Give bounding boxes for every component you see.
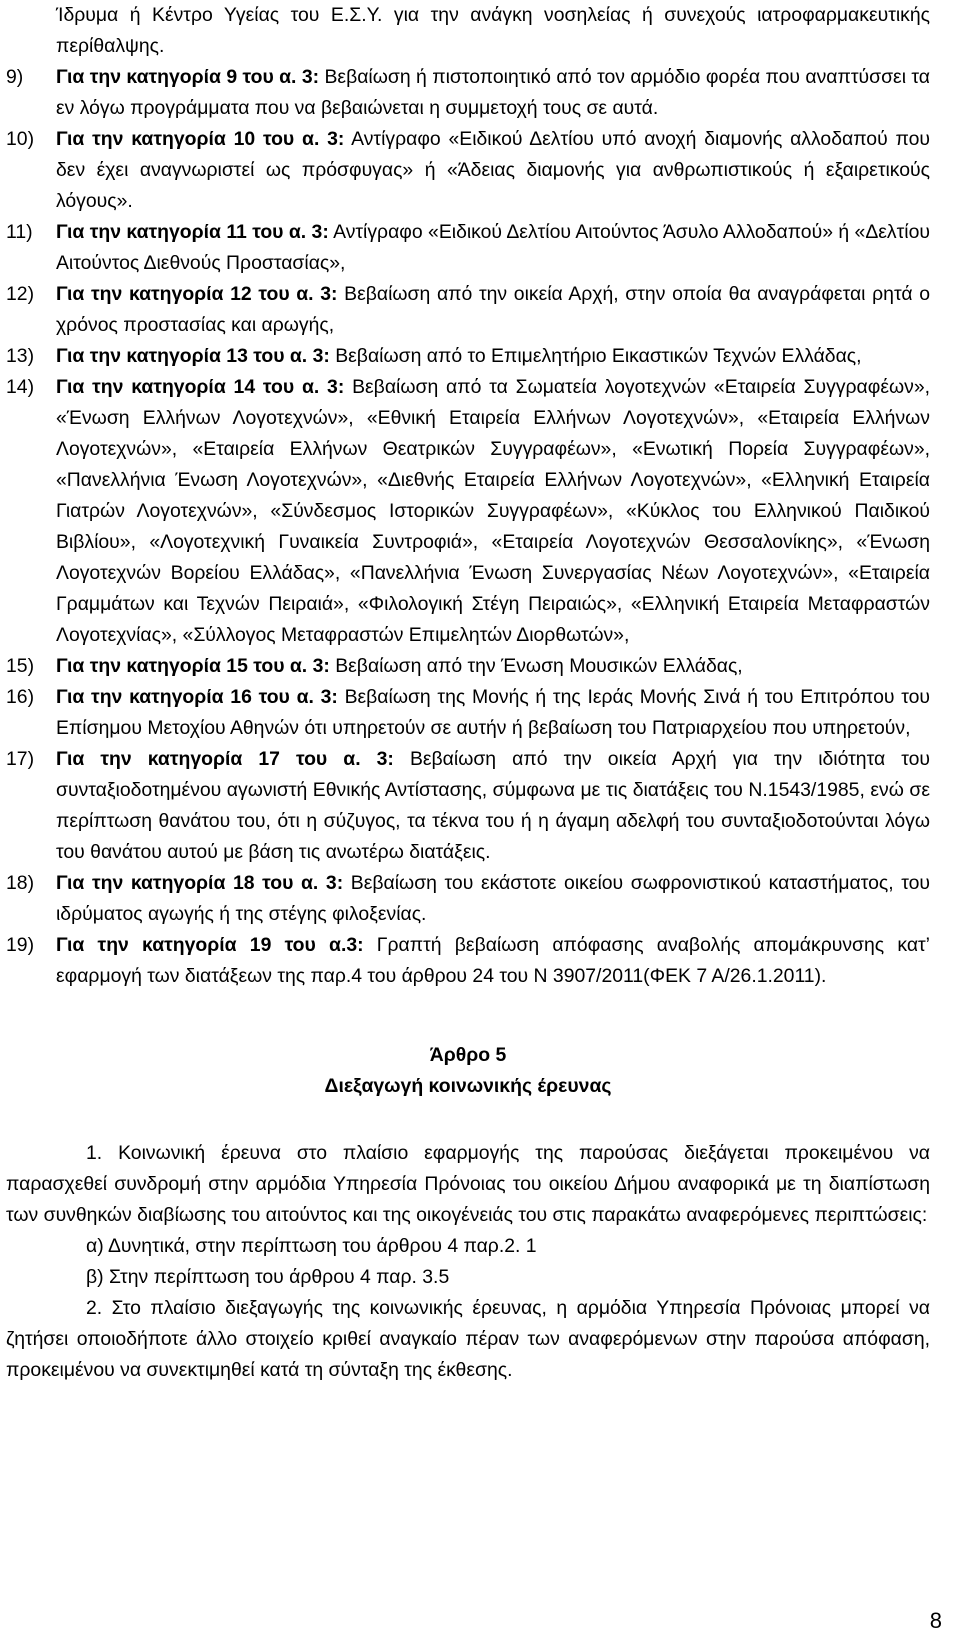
list-item-heading: Για την κατηγορία 10 του α. 3: bbox=[56, 128, 345, 150]
list-item-text: Βεβαίωση του εκάστοτε οικείου σωφρονιστικού καταστήματος, του ιδρύματος αγωγής ή της στέγης φιλοξενίας. bbox=[56, 872, 931, 925]
list-item bbox=[6, 651, 930, 682]
intro-continuation: Ίδρυμα ή Κέντρο Υγείας του Ε.Σ.Υ. για την ανάγκη νοσηλείας ή συνεχούς ιατροφαρμακευτικής περίθαλψης. bbox=[56, 4, 930, 57]
list-item-heading: Για την κατηγορία 11 του α. 3: bbox=[56, 221, 329, 243]
list-item-heading: Για την κατηγορία 9 του α. 3: bbox=[56, 66, 320, 88]
list-item bbox=[6, 682, 930, 744]
list-item-heading: Για την κατηγορία 18 του α. 3: bbox=[56, 872, 344, 894]
list-item-text: Βεβαίωση από την Ένωση Μουσικών Ελλάδας, bbox=[329, 655, 743, 677]
category-list bbox=[6, 62, 930, 992]
page-number: 8 bbox=[929, 1608, 942, 1633]
list-item-text: Βεβαίωση από τα Σωματεία λογοτεχνών «Εταιρεία Συγγραφέων», «Ένωση Ελλήνων Λογοτεχνών», «Εθνική Εταιρεία Ελλήνων Λογοτεχνών», «Εταιρεία Ελλήνων Λογοτεχνών», «Εταιρεία Ελλήνων Θεατρικών Συγγραφέων», «Ενωτική Πορεία Συγγραφέων», «Πανελλήνια Ένωση Λογοτεχνών», «Διεθνής Εταιρεία Ελλήνων Λογοτεχνών», «Ελληνική Εταιρεία Γιατρών Λογοτεχνών», «Σύνδεσμος Ιστορικών Συγγραφέων», «Κύκλος του Ελληνικού Παιδικού Βιβλίου», «Λογοτεχνική Γυναικεία Συντροφιά», «Εταιρεία Λογοτεχνών Θεσσαλονίκης», «Ένωση Λογοτεχνών Βορείου Ελλάδας», «Πανελλήνια Ένωση Συνεργασίας Νέων Λογοτεχνών», «Εταιρεία Γραμμάτων και Τεχνών Πειραιά», «Φιλολογική Στέγη Πειραιώς», «Ελληνική Εταιρεία Μεταφραστών Λογοτεχνίας», «Σύλλογος Μεταφραστών Επιμελητών Διορθωτών», bbox=[56, 376, 930, 646]
list-item bbox=[6, 341, 930, 372]
article-title: Άρθρο 5 bbox=[429, 1044, 507, 1066]
list-item-heading: Για την κατηγορία 12 του α. 3: bbox=[56, 283, 338, 305]
list-item-text: Βεβαίωση από το Επιμελητήριο Εικαστικών Τεχνών Ελλάδας, bbox=[329, 345, 862, 367]
list-item-heading: Για την κατηγορία 17 του α. 3: bbox=[56, 748, 394, 770]
spacer bbox=[6, 1102, 930, 1138]
list-item-heading: Για την κατηγορία 14 του α. 3: bbox=[56, 376, 345, 398]
list-item-number: 12) bbox=[6, 283, 35, 305]
list-item bbox=[6, 124, 930, 217]
list-item bbox=[6, 372, 930, 651]
list-item-number: 18) bbox=[6, 872, 35, 894]
list-item-text: Αντίγραφο «Ειδικού Δελτίου υπό ανοχή διαμονής αλλοδαπού που δεν έχει αναγνωριστεί ως πρόσφυγας» ή «Άδειας διαμονής για ανθρωπιστικούς ή εξαιρετικούς λόγους». bbox=[56, 128, 930, 212]
list-item-number: 15) bbox=[6, 655, 35, 677]
list-item-text: Βεβαίωση από την οικεία Αρχή για την ιδιότητα του συνταξιοδοτημένου αγωνιστή Εθνικής Αντίστασης, σύμφωνα με τις διατάξεις του Ν.1543/1985, ενώ σε περίπτωση θανάτου του, ότι η σύζυγος, τα τέκνα του ή η άγαμη αδελφή του συνταξιοδοτούνται λόγω του θανάτου αυτού με βάση τις ανωτέρω διατάξεις. bbox=[56, 748, 931, 863]
list-item bbox=[6, 868, 930, 930]
article-case-a: α) Δυνητικά, στην περίπτωση του άρθρου 4 παρ.2. 1 bbox=[86, 1235, 537, 1257]
list-item-heading: Για την κατηγορία 15 του α. 3: bbox=[56, 655, 330, 677]
article-subtitle: Διεξαγωγή κοινωνικής έρευνας bbox=[324, 1075, 612, 1097]
list-item bbox=[6, 744, 930, 868]
list-item-heading: Για την κατηγορία 13 του α. 3: bbox=[56, 345, 330, 367]
spacer bbox=[6, 992, 930, 1040]
list-item-number: 13) bbox=[6, 345, 35, 367]
article-case-b: β) Στην περίπτωση του άρθρου 4 παρ. 3.5 bbox=[86, 1266, 450, 1288]
list-item-number: 19) bbox=[6, 934, 35, 956]
list-item bbox=[6, 62, 930, 124]
list-item bbox=[6, 930, 930, 992]
list-item-heading: Για την κατηγορία 16 του α. 3: bbox=[56, 686, 338, 708]
list-item-number: 16) bbox=[6, 686, 35, 708]
list-item-text: Βεβαίωση της Μονής ή της Ιεράς Μονής Σινά ή του Επιτρόπου του Επίσημου Μετοχίου Αθηνών ότι υπηρετούν σε αυτήν ή βεβαίωση του Πατριαρχείου που υπηρετούν, bbox=[56, 686, 930, 739]
list-item-text: Αντίγραφο «Ειδικού Δελτίου Αιτούντος Άσυλο Αλλοδαπού» ή «Δελτίου Αιτούντος Διεθνούς Προστασίας», bbox=[56, 221, 930, 274]
list-item-number: 11) bbox=[6, 221, 33, 243]
list-item-number: 10) bbox=[6, 128, 35, 150]
list-item-text: Βεβαίωση ή πιστοποιητικό από τον αρμόδιο φορέα που αναπτύσσει τα εν λόγω προγράμματα που να βεβαιώνεται η συμμετοχή τους σε αυτά. bbox=[56, 66, 930, 119]
list-item bbox=[6, 279, 930, 341]
document-body bbox=[6, 0, 930, 1386]
list-item-text: Βεβαίωση από την οικεία Αρχή, στην οποία θα αναγράφεται ρητά ο χρόνος προστασίας και αρωγής, bbox=[56, 283, 930, 336]
list-item bbox=[6, 217, 930, 279]
list-item-heading: Για την κατηγορία 19 του α.3: bbox=[56, 934, 364, 956]
list-item-text: Γραπτή βεβαίωση απόφασης αναβολής απομάκρυνσης κατ’ εφαρμογή των διατάξεων της παρ.4 του άρθρου 24 του Ν 3907/2011(ΦΕΚ 7 Α/26.1.2011). bbox=[56, 934, 930, 987]
list-item-number: 9) bbox=[6, 66, 24, 88]
article-paragraph-2: 2. Στο πλαίσιο διεξαγωγής της κοινωνικής έρευνας, η αρμόδια Υπηρεσία Πρόνοιας μπορεί να ζητήσει οποιοδήποτε άλλο στοιχείο κριθεί αναγκαίο πέραν των αναφερόμενων στην παρούσα απόφαση, προκειμένου να συνεκτιμηθεί κατά τη σύνταξη της έκθεσης. bbox=[6, 1297, 930, 1381]
article-paragraph-1: 1. Κοινωνική έρευνα στο πλαίσιο εφαρμογής της παρούσας διεξάγεται προκειμένου να παρασχεθεί συνδρομή στην αρμόδια Υπηρεσία Πρόνοιας του οικείου Δήμου αναφορικά με τη διαπίστωση των συνθηκών διαβίωσης του αιτούντος και της οικογένειάς του στις παρακάτω αναφερόμενες περιπτώσεις: bbox=[6, 1142, 930, 1226]
list-item-number: 17) bbox=[6, 748, 35, 770]
list-item-number: 14) bbox=[6, 376, 35, 398]
